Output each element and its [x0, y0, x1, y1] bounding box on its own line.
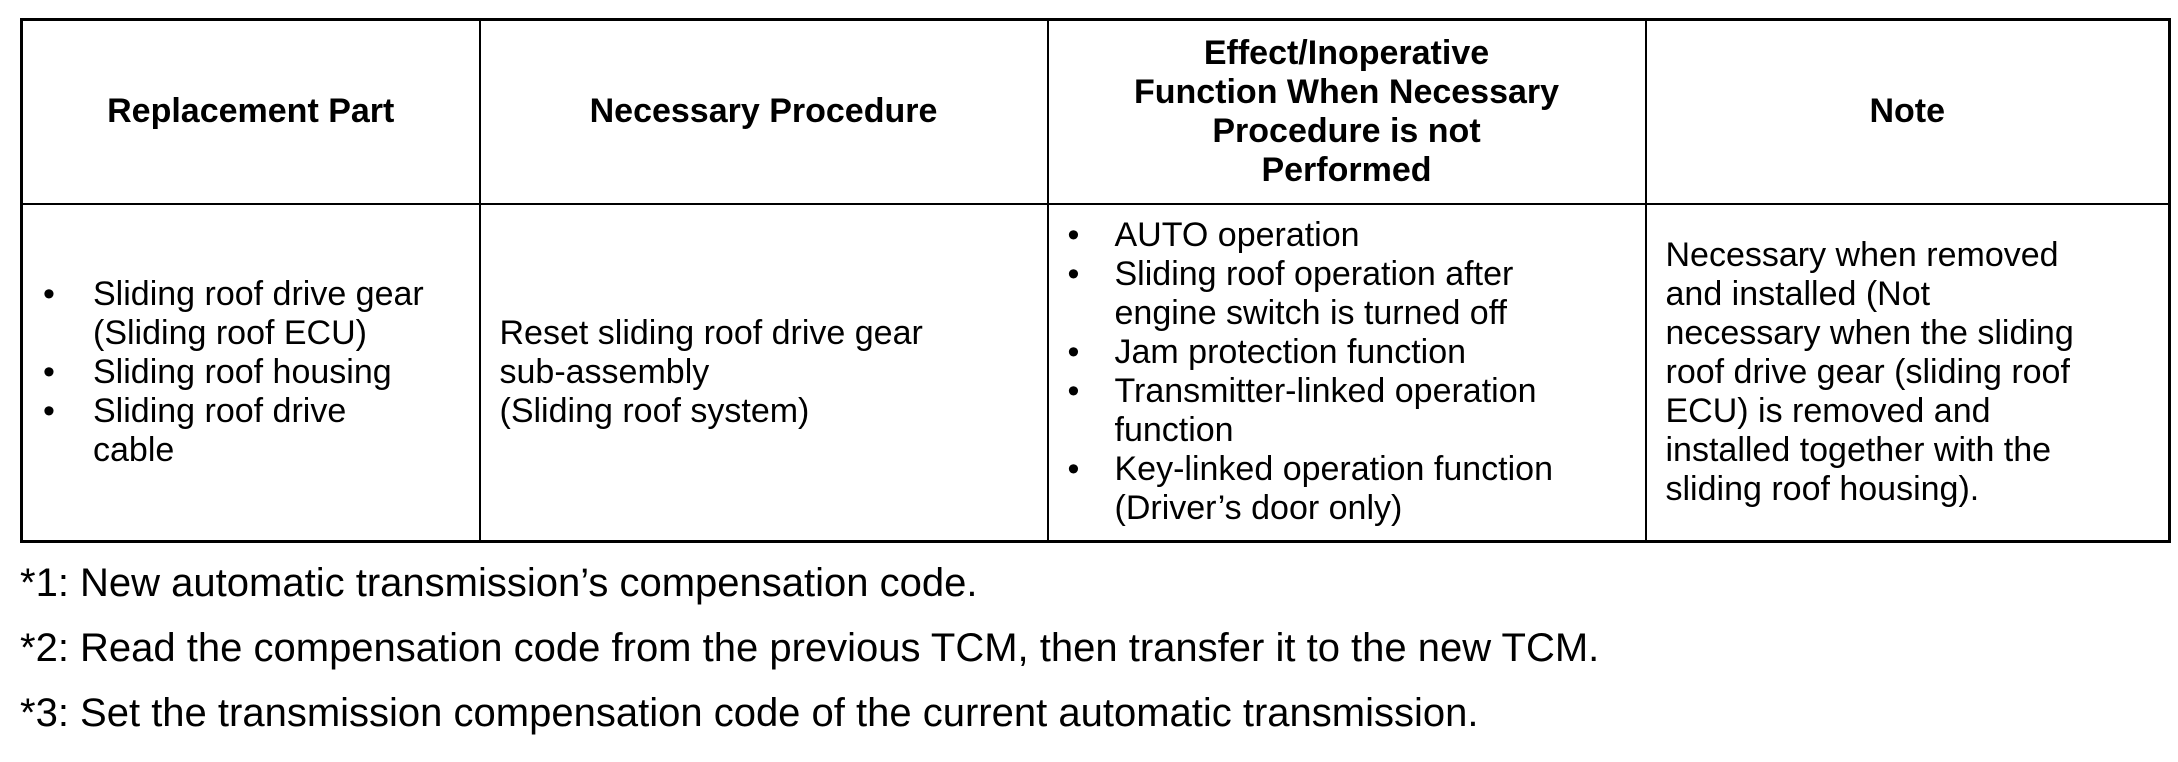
procedure-text — [481, 314, 1047, 431]
list-item — [1115, 255, 1639, 333]
list-item-line: • Sliding roof drive gear — [93, 274, 424, 313]
header-effect-line: Procedure is not — [1212, 111, 1481, 150]
procedure-line: (Sliding roof system) — [499, 391, 810, 430]
note-line: Necessary when removed — [1665, 235, 2059, 274]
list-item-line: (Sliding roof ECU) — [93, 313, 367, 352]
list-item — [1115, 372, 1639, 450]
procedure-table — [20, 18, 2171, 543]
footnotes — [20, 560, 1599, 755]
list-item-line: • Sliding roof drive — [93, 391, 347, 430]
list-item-line: • Transmitter-linked operation — [1114, 372, 1537, 411]
list-item-line: cable — [93, 430, 175, 469]
procedure-line: sub-assembly — [499, 352, 710, 391]
note-line: roof drive gear (sliding roof — [1665, 352, 2070, 391]
header-effect-line: Effect/Inoperative — [1203, 33, 1490, 72]
footnote-1: *1: New automatic transmission’s compensation code. — [20, 561, 978, 605]
header-replacement-part: Replacement Part — [22, 20, 480, 204]
header-effect-line: Performed — [1261, 150, 1432, 189]
list-item — [93, 353, 471, 392]
cell-note — [1646, 204, 2170, 542]
header-necessary-procedure: Necessary Procedure — [480, 20, 1048, 204]
note-line: installed together with the — [1665, 430, 2052, 469]
header-note: Note — [1646, 20, 2170, 204]
list-item — [1115, 216, 1639, 255]
replacement-part-list — [23, 275, 479, 470]
list-item-line: engine switch is turned off — [1114, 294, 1507, 333]
footnote-3: *3: Set the transmission compensation code of the current automatic transmission. — [20, 691, 1479, 735]
list-item — [93, 275, 471, 353]
list-item-line: (Driver’s door only) — [1114, 489, 1403, 528]
list-item-line: • AUTO operation — [1114, 216, 1360, 255]
note-line: and installed (Not — [1665, 274, 1931, 313]
footnote-2: *2: Read the compensation code from the previous TCM, then transfer it to the new TCM. — [20, 626, 1600, 670]
table-row — [22, 204, 2170, 542]
header-effect-line: Function When Necessary — [1133, 72, 1560, 111]
note-line: ECU) is removed and — [1665, 391, 1991, 430]
note-text — [1647, 236, 2169, 509]
cell-replacement-parts — [22, 204, 480, 542]
cell-effect — [1048, 204, 1646, 542]
effect-list — [1049, 216, 1645, 528]
list-item-line: • Sliding roof housing — [93, 352, 392, 391]
procedure-line: Reset sliding roof drive gear — [499, 313, 923, 352]
list-item — [1115, 450, 1639, 528]
list-item-line: • Sliding roof operation after — [1114, 255, 1514, 294]
list-item-line: • Key-linked operation function — [1114, 450, 1553, 489]
header-effect — [1048, 20, 1646, 204]
note-line: sliding roof housing). — [1665, 469, 1980, 508]
list-item — [1115, 333, 1639, 372]
list-item-line: • Jam protection function — [1114, 333, 1467, 372]
table-header-row — [22, 20, 2170, 204]
list-item-line: function — [1114, 411, 1234, 450]
list-item — [93, 392, 471, 470]
note-line: necessary when the sliding — [1665, 313, 2074, 352]
cell-necessary-procedure — [480, 204, 1048, 542]
